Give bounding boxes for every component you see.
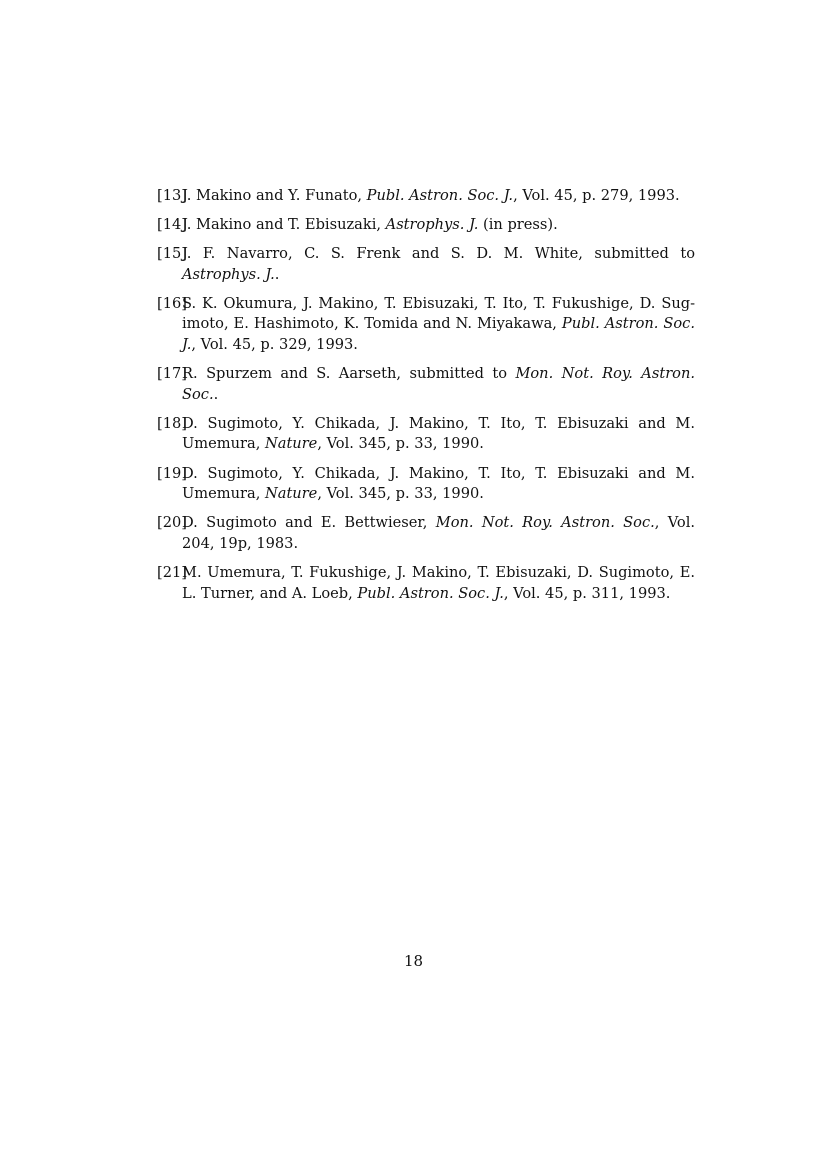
reference-journal: Mon. Not. Roy. Astron. Soc. <box>182 365 695 403</box>
reference-item <box>157 294 695 356</box>
reference-text <box>182 295 695 353</box>
reference-segment: D. Sugimoto, Y. Chikada, J. Makino, T. Ito, T. Ebisuzaki and M. Umemura, <box>182 414 695 453</box>
reference-text <box>182 245 695 283</box>
reference-segment: . <box>213 385 219 403</box>
reference-number: [15] <box>157 245 187 263</box>
page-number: 18 <box>403 952 424 970</box>
reference-journal: Publ. Astron. Soc. J. <box>357 584 504 602</box>
reference-text <box>182 514 695 552</box>
reference-item <box>157 244 695 285</box>
reference-item <box>157 464 695 505</box>
reference-item <box>157 215 695 236</box>
reference-item <box>157 563 695 604</box>
reference-journal: Astrophys. J. <box>385 216 479 234</box>
reference-segment: M. Umemura, T. Fukushige, J. Makino, T. Ebisuzaki, D. Sugimoto, E. L. Turner, and A. Loeb, <box>182 563 695 602</box>
reference-journal: Publ. Astron. Soc. J. <box>366 187 514 204</box>
reference-text <box>182 365 695 403</box>
reference-item <box>157 186 695 207</box>
reference-item <box>157 364 695 405</box>
reference-number: [13] <box>157 187 187 204</box>
reference-segment: J. Makino and Y. Funato, <box>182 187 367 204</box>
reference-segment: J. Makino and T. Ebisuzaki, <box>182 216 386 234</box>
reference-journal: Publ. Astron. Soc. J. <box>182 315 695 354</box>
reference-segment: , Vol. 345, p. 33, 1990. <box>317 435 484 453</box>
reference-text <box>182 216 558 233</box>
reference-segment: , Vol. 45, p. 329, 1993. <box>191 336 358 354</box>
reference-number: [21] <box>157 563 187 581</box>
reference-journal: Mon. Not. Roy. Astron. Soc. <box>435 514 655 532</box>
reference-journal: Nature <box>264 485 318 503</box>
reference-segment: (in press). <box>478 216 558 234</box>
reference-text <box>182 187 680 204</box>
reference-segment: , Vol. 345, p. 33, 1990. <box>317 485 484 503</box>
reference-journal: Astrophys. J. <box>182 265 275 283</box>
reference-segment: . <box>274 265 280 283</box>
reference-segment: D. Sugimoto, Y. Chikada, J. Makino, T. Ito, T. Ebisuzaki and M. Umemura, <box>182 464 695 503</box>
reference-segment: S. K. Okumura, J. Makino, T. Ebisuzaki, T. Ito, T. Fukushige, D. Sugimoto, E. Hashimoto, K. Tomida and N. Miyakawa, <box>182 294 695 333</box>
reference-segment: J. F. Navarro, C. S. Frenk and S. D. M. White, submitted to <box>182 245 695 263</box>
reference-segment: R. Spurzem and S. Aarseth, submitted to <box>182 365 516 383</box>
reference-number: [20] <box>157 514 187 532</box>
reference-segment: , Vol. 45, p. 311, 1993. <box>503 584 671 602</box>
reference-segment: , Vol. 204, 19p, 1983. <box>182 514 696 552</box>
reference-text <box>182 415 695 453</box>
reference-number: [18] <box>157 414 187 432</box>
reference-number: [17] <box>157 365 187 383</box>
reference-number: [16] <box>157 294 187 312</box>
reference-number: [19] <box>157 464 187 482</box>
reference-item <box>157 414 695 455</box>
reference-text <box>182 564 695 602</box>
reference-journal: Nature <box>264 435 318 453</box>
reference-number: [14] <box>157 216 187 234</box>
reference-segment: D. Sugimoto and E. Bettwieser, <box>182 514 436 532</box>
reference-segment: , Vol. 45, p. 279, 1993. <box>513 187 680 204</box>
reference-text <box>182 465 695 503</box>
reference-item <box>157 513 695 554</box>
reference-list <box>157 186 695 613</box>
